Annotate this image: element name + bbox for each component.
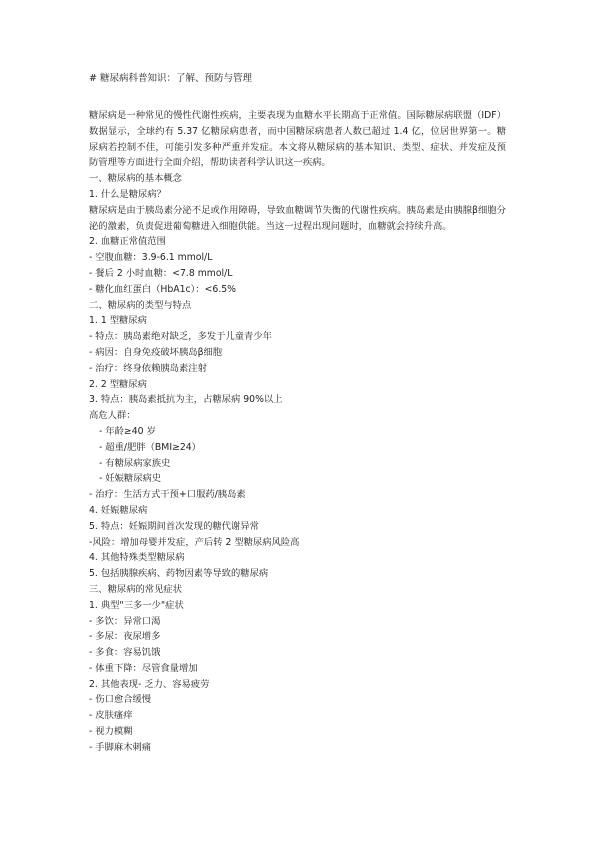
text-line: - 多尿：夜尿增多 (89, 631, 161, 643)
text-line: 4. 妊娠糖尿病 (89, 504, 148, 516)
text-line: - 伤口愈合缓慢 (89, 694, 152, 706)
text-line: 4. 其他特殊类型糖尿病 (89, 552, 185, 564)
risk-item: - 妊娠糖尿病史 (99, 473, 162, 485)
doc-title: # 糖尿病科普知识：了解、预防与管理 (89, 73, 252, 84)
risk-item: - 有糖尿病家族史 (99, 457, 171, 469)
text-line: - 治疗：终身依赖胰岛素注射 (89, 362, 207, 374)
text-line: 1. 什么是糖尿病？ (89, 188, 166, 200)
text-line: - 体重下降：尽管食量增加 (89, 662, 198, 674)
risk-item: - 年龄≥40 岁 (99, 425, 156, 437)
text-line: - 餐后 2 小时血糖：<7.8 mmol/L (89, 267, 233, 279)
text-line: 1. 典型"三多一少"症状 (89, 599, 184, 611)
text-line: - 空腹血糖：3.9-6.1 mmol/L (89, 252, 213, 264)
text-line: - 多食：容易饥饿 (89, 647, 161, 659)
text-line: 二、糖尿病的类型与特点 (89, 299, 192, 311)
lines-a (89, 171, 506, 203)
text-line: - 治疗：生活方式干预+口服药/胰岛素 (89, 489, 246, 501)
definition-paragraph: 糖尿病是由于胰岛素分泌不足或作用障碍，导致血糖调节失衡的代谢性疾病。胰岛素是由胰腺β细胞分泌的激素，负责促进葡萄糖进入细胞供能。当这一过程出现问题时，血糖就会持续升高。 (89, 204, 506, 232)
risk-item: - 超重/肥胖（BMI≥24） (99, 441, 201, 453)
text-line: 3. 特点：胰岛素抵抗为主，占糖尿病 90%以上 (89, 394, 283, 406)
text-line: - 视力模糊 (89, 726, 133, 738)
text-line: - 糖化血红蛋白（HbA1c）：<6.5% (89, 283, 237, 295)
intro-paragraph: 糖尿病是一种常见的慢性代谢性疾病，主要表现为血糖水平长期高于正常值。国际糖尿病联盟（IDF）数据显示，全球约有 5.37 亿糖尿病患者，而中国糖尿病患者人数已超过 1.4 亿，位居世界第一。糖尿病若控制不佳，可能引发多种严重并发症。本文将从糖尿病的基本知识、类型、症状、并发症及预防管理等方面进行全面介绍，帮助读者科学认识这一疾病。 (89, 110, 506, 169)
text-line: 5. 包括胰腺疾病、药物因素等导致的糖尿病 (89, 568, 269, 580)
text-line: 2. 血糖正常值范围 (89, 236, 166, 248)
text-line: 2. 2 型糖尿病 (89, 378, 147, 390)
text-line: 5. 特点：妊娠期间首次发现的糖代谢异常 (89, 520, 259, 532)
lines-c (89, 487, 506, 756)
text-line: - 手脚麻木刺痛 (89, 741, 152, 753)
text-line: 三、糖尿病的常见症状 (89, 583, 182, 595)
text-line: 2. 其他表现- 乏力、容易疲劳 (89, 678, 210, 690)
text-line: - 多饮：异常口渴 (89, 615, 161, 627)
text-line: - 病因：自身免疫破坏胰岛β细胞 (89, 346, 223, 358)
text-line: 1. 1 型糖尿病 (89, 315, 147, 327)
text-line: - 特点：胰岛素绝对缺乏，多发于儿童青少年 (89, 331, 272, 343)
text-line: 一、糖尿病的基本概念 (89, 173, 182, 185)
lines-b (89, 234, 506, 424)
text-line: - 皮肤瘙痒 (89, 710, 133, 722)
text-line: -风险：增加母婴并发症，产后转 2 型糖尿病风险高 (89, 536, 300, 548)
risk-list (89, 424, 506, 487)
text-line: 高危人群： (89, 410, 136, 422)
